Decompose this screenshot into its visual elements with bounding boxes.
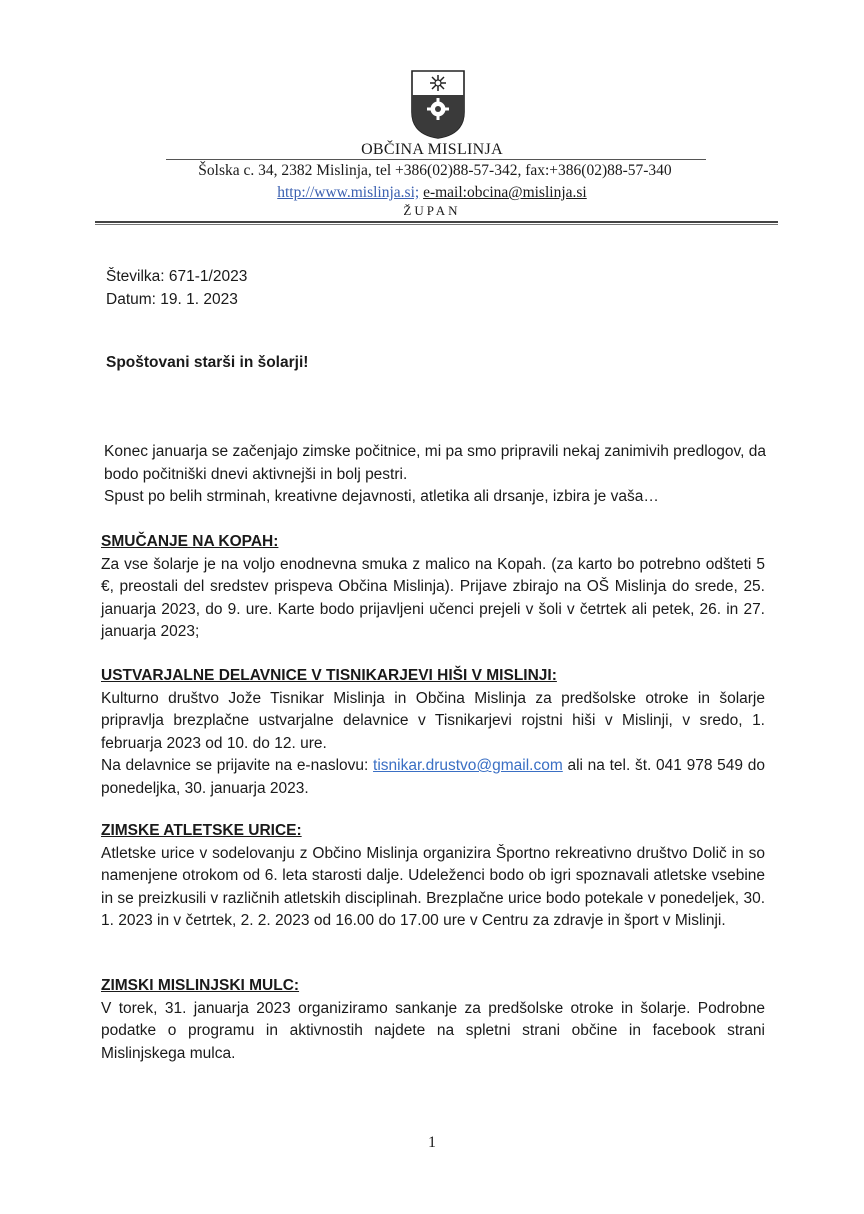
office-title: ŽUPAN — [403, 203, 461, 218]
athletics-text: Atletske urice v sodelovanju z Občino Mislinja organizira Športno rekreativno društvo Dolič in so namenjene otrokom od 6. leta starosti dalje. Udeleženci bodo ob igri spoznavali atletske vsebine in se preizkusili v različnih atletskih disciplinah. Brezplačne urice bodo potekale v ponedeljek, 30. 1. 2023 in v četrtek, 2. 2. 2023 od 16.00 do 17.00 ure v Centru za zdravje in šport v Mislinji. — [101, 844, 765, 929]
reference-date: Datum: 19. 1. 2023 — [106, 291, 238, 308]
workshops-text: Kulturno društvo Jože Tisnikar Mislinja in Občina Mislinja za predšolske otroke in šolarje pripravlja brezplačne ustvarjalne delavnice v Tisnikarjevi rojstni hiši v Mislinji, v sredo, 1. februarja 2023 od 10. do 12. ure. — [101, 689, 765, 752]
section-heading: USTVARJALNE DELAVNICE V TISNIKARJEVI HIŠI V MISLINJI: — [101, 667, 557, 684]
section-workshops — [101, 665, 765, 800]
section-body — [101, 843, 765, 933]
page-number: 1 — [428, 1134, 436, 1151]
section-skiing — [101, 531, 765, 644]
section-body — [101, 554, 765, 644]
section-heading: SMUČANJE NA KOPAH: — [101, 533, 279, 550]
mulc-text: V torek, 31. januarja 2023 organiziramo sankanje za predšolske otroke in šolarje. Podrobne podatke o programu in aktivnostih najdete na spletni strani občine in facebook strani Mislinjskega mulca. — [101, 999, 765, 1062]
intro-paragraph — [104, 441, 766, 509]
municipal-coat-of-arms-icon — [409, 68, 467, 140]
registration-prefix: Na delavnice se prijavite na e-naslovu: — [101, 757, 374, 774]
document-reference — [106, 265, 247, 311]
intro-line-2: Spust po belih strminah, kreativne dejavnosti, atletika ali drsanje, izbira je vaša… — [104, 488, 659, 505]
section-body — [101, 998, 765, 1066]
registration-suffix: ali na tel. št. 041 978 549 do ponedeljka, 30. januarja 2023. — [101, 757, 765, 797]
intro-line-1: Konec januarja se začenjajo zimske počitnice, mi pa smo pripravili nekaj zanimivih predlogov, da bodo počitniški dnevi aktivnejši in bolj pestri. — [104, 443, 766, 483]
municipality-address: Šolska c. 34, 2382 Mislinja, tel +386(02)88-57-342, fax:+386(02)88-57-340 — [198, 162, 672, 179]
email-link[interactable]: e-mail:obcina@mislinja.si — [423, 184, 587, 201]
header-contact-links — [0, 184, 864, 202]
website-link[interactable]: http://www.mislinja.si; — [277, 184, 420, 201]
header-divider-thin — [166, 159, 706, 160]
section-mulc — [101, 975, 765, 1065]
section-body — [101, 688, 765, 801]
skiing-text: Za vse šolarje je na voljo enodnevna smuka z malico na Kopah. (za karto bo potrebno odšteti 5 €, preostali del sredstev prispeva Občina Mislinja). Prijave zbirajo na OŠ Mislinja do srede, 25. januarja 2023, do 9. ure. Karte bodo prijavljeni učenci prejeli v šoli v četrtek ali petek, 26. in 27. januarja 2023; — [101, 555, 765, 640]
tisnikar-email-link[interactable]: tisnikar.drustvo@gmail.com — [373, 757, 563, 774]
header-divider-double — [95, 221, 778, 225]
section-heading: ZIMSKE ATLETSKE URICE: — [101, 822, 302, 839]
workshops-registration — [101, 755, 765, 800]
section-athletics — [101, 820, 765, 933]
section-heading: ZIMSKI MISLINJSKI MULC: — [101, 977, 300, 994]
salutation: Spoštovani starši in šolarji! — [106, 354, 309, 371]
municipality-name: OBČINA MISLINJA — [361, 141, 503, 158]
reference-number: Številka: 671-1/2023 — [106, 268, 248, 285]
